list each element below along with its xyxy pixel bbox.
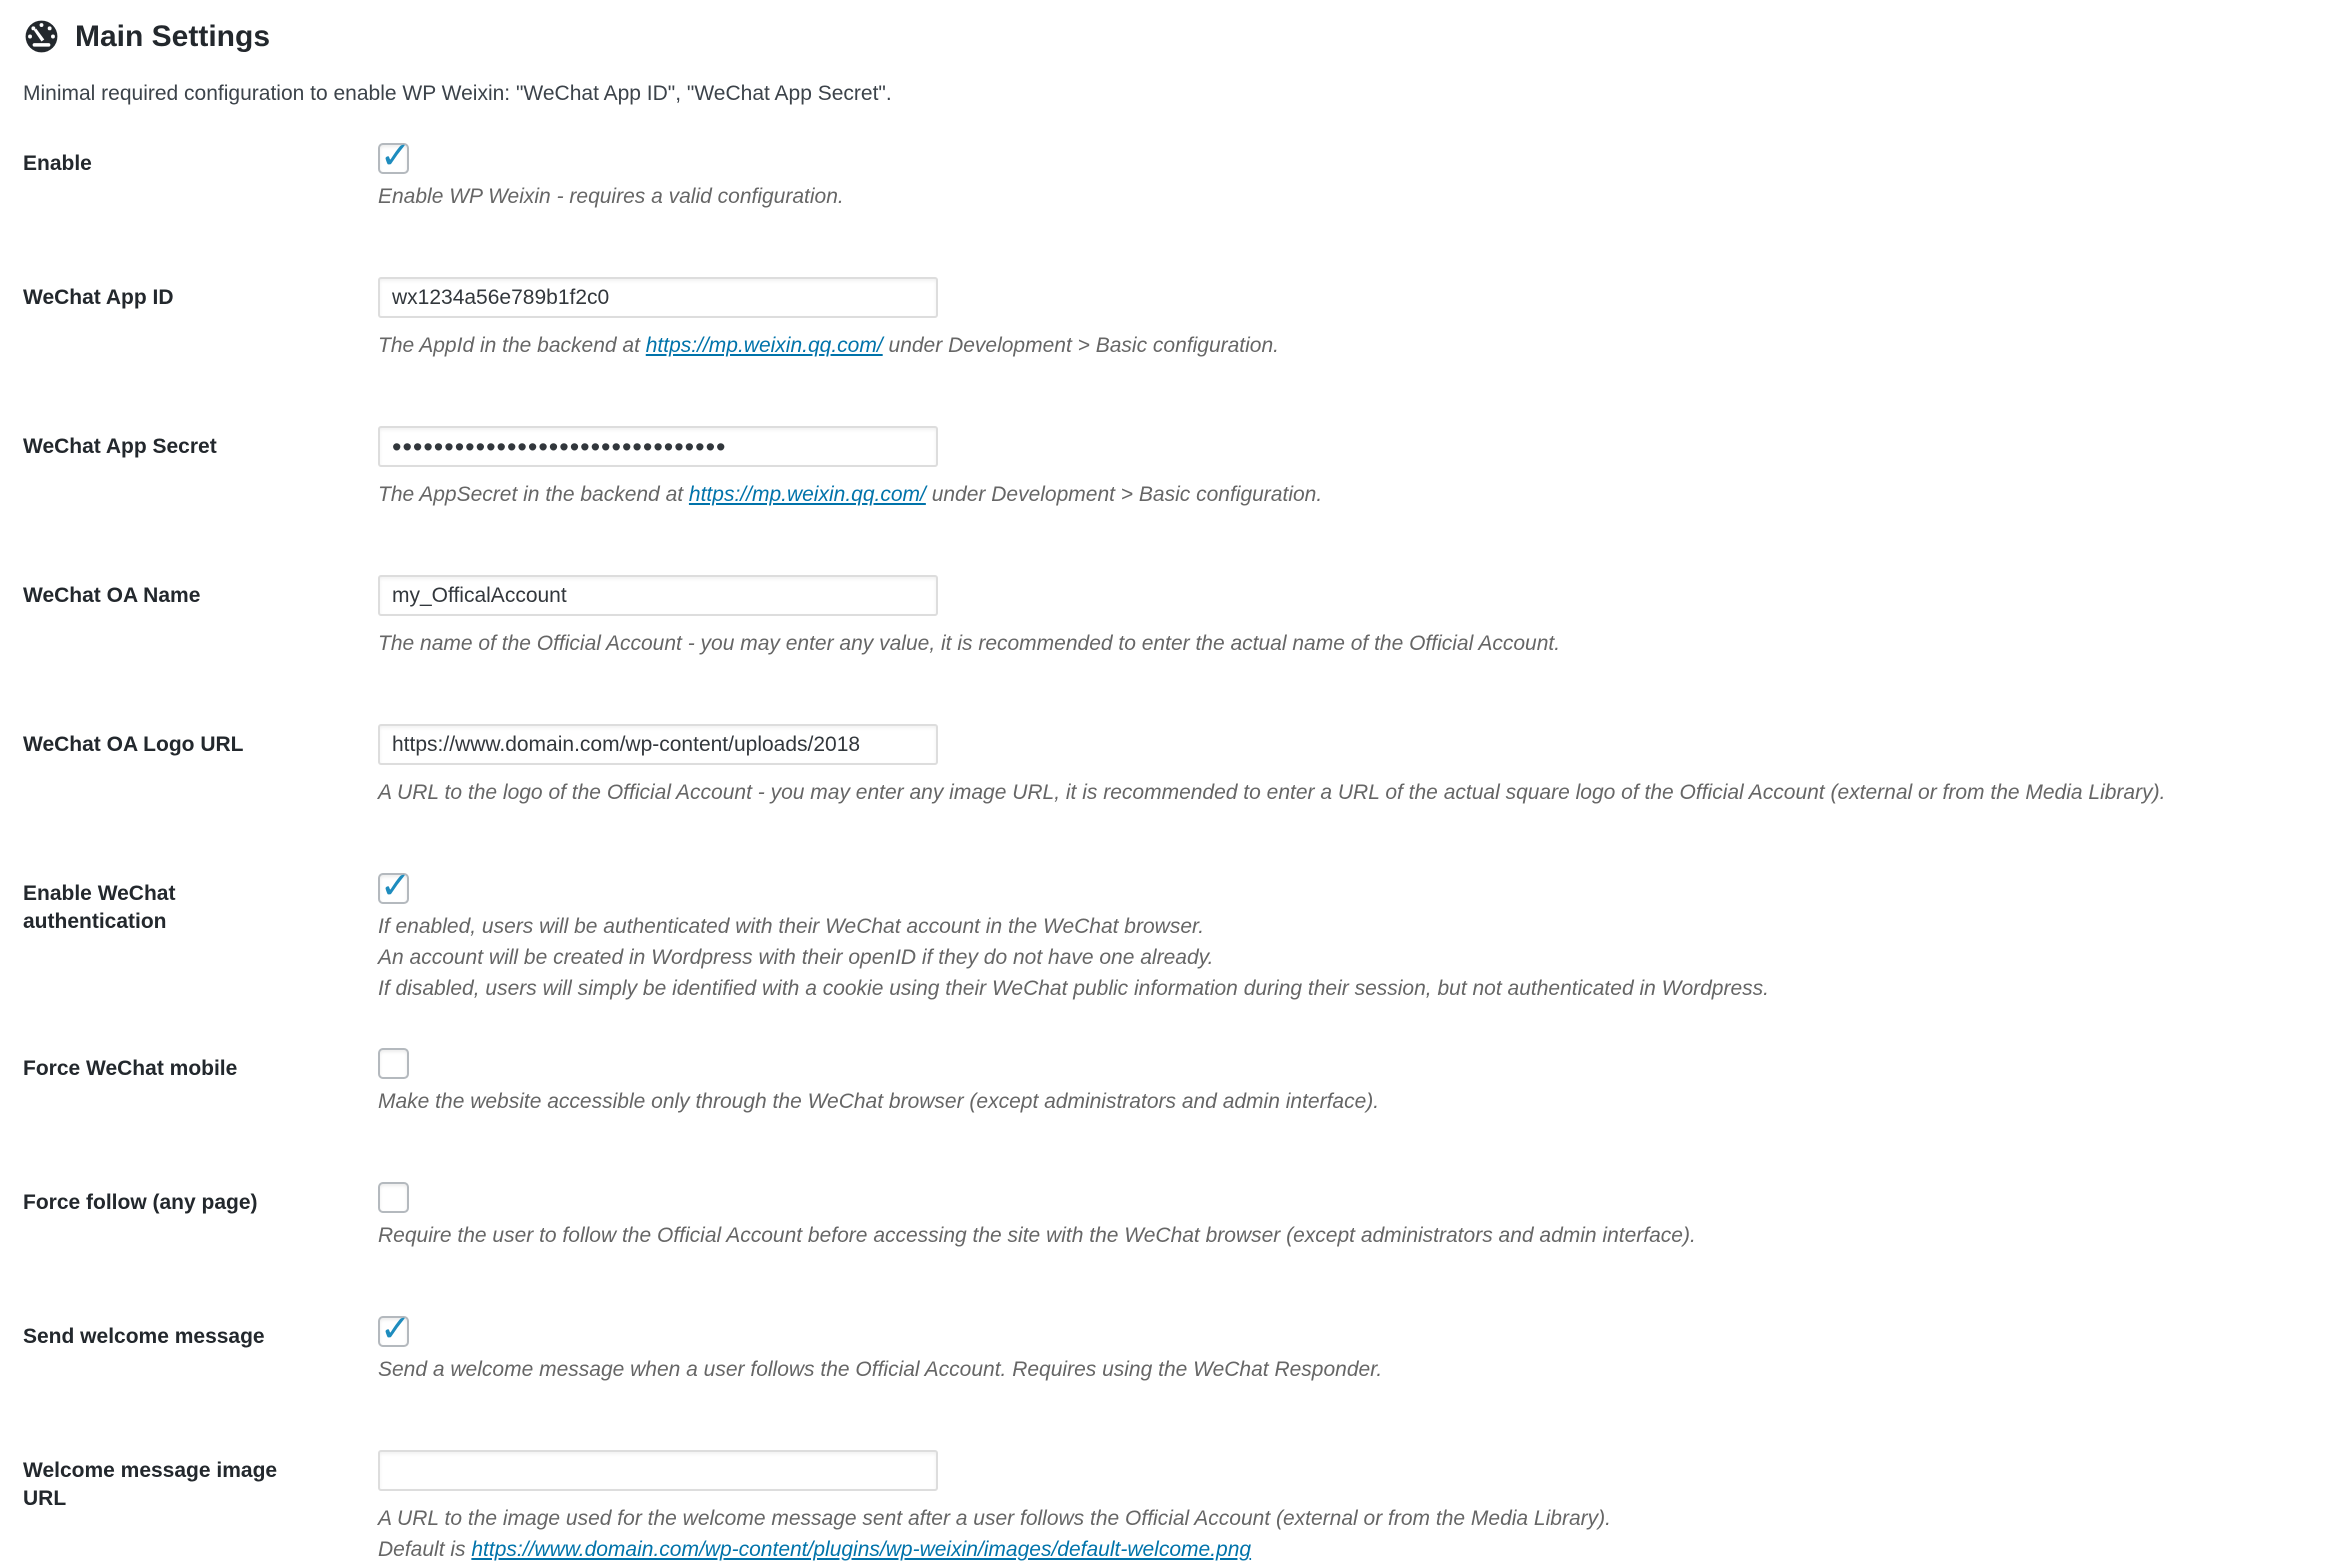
- field-description: Enable WP Weixin - requires a valid configuration.: [378, 185, 844, 208]
- field-description: The AppId in the backend at https://mp.weixin.qq.com/ under Development > Basic configuration.: [378, 334, 1280, 357]
- field-description: If enabled, users will be authenticated with their WeChat account in the WeChat browser. An account will be created in Wordpress with their openID if they do not have one already. If disabled, users will simply be identified with a cookie using their WeChat public information during their session, but not authenticated in Wordpress.: [378, 915, 1769, 1000]
- field-label: Enable WeChat authentication: [23, 882, 176, 933]
- field-label: WeChat App ID: [23, 286, 174, 309]
- default-welcome-image-link[interactable]: https://www.domain.com/wp-content/plugins/wp-weixin/images/default-welcome.png: [471, 1538, 1252, 1561]
- field-row-wechat-oa-logo-url: [23, 724, 2320, 829]
- mp-weixin-link[interactable]: https://mp.weixin.qq.com/: [645, 334, 883, 357]
- field-row-enable: [23, 143, 2320, 233]
- settings-form: [23, 143, 2320, 1565]
- field-label: WeChat OA Logo URL: [23, 733, 244, 756]
- field-label: Welcome message image URL: [23, 1459, 278, 1510]
- field-label: WeChat App Secret: [23, 435, 217, 458]
- field-description: A URL to the logo of the Official Account - you may enter any image URL, it is recommended to enter a URL of the actual square logo of the Official Account (external or from the Media Library).: [378, 781, 2166, 804]
- enable-checkbox[interactable]: [378, 143, 409, 174]
- welcome-message-image-url-input[interactable]: [378, 1450, 938, 1491]
- wechat-oa-name-input[interactable]: [378, 575, 938, 616]
- force-wechat-mobile-checkbox[interactable]: [378, 1048, 409, 1079]
- field-label: Enable: [23, 152, 92, 175]
- field-label: WeChat OA Name: [23, 584, 201, 607]
- dashboard-gauge-icon: [23, 18, 60, 55]
- field-row-force-wechat-mobile: [23, 1048, 2320, 1138]
- field-description: Send a welcome message when a user follows the Official Account. Requires using the WeChat Responder.: [378, 1358, 1383, 1381]
- field-label: Force follow (any page): [23, 1191, 258, 1214]
- wechat-app-secret-input[interactable]: [378, 426, 938, 467]
- page-title: [23, 18, 2320, 55]
- field-description: A URL to the image used for the welcome message sent after a user follows the Official Account (external or from the Media Library). Default is https://www.domain.com/wp-content/plugins/wp-weixin/images/default-welcome.png: [378, 1507, 1611, 1561]
- field-row-wechat-oa-name: [23, 575, 2320, 680]
- force-follow-checkbox[interactable]: [378, 1182, 409, 1213]
- field-row-welcome-message-image-url: [23, 1450, 2320, 1565]
- field-label: Send welcome message: [23, 1325, 265, 1348]
- field-label: Force WeChat mobile: [23, 1057, 238, 1080]
- enable-wechat-authentication-checkbox[interactable]: [378, 873, 409, 904]
- field-description: The AppSecret in the backend at https://mp.weixin.qq.com/ under Development > Basic configuration.: [378, 483, 1323, 506]
- field-description: The name of the Official Account - you may enter any value, it is recommended to enter the actual name of the Official Account.: [378, 632, 1561, 655]
- field-description: Require the user to follow the Official Account before accessing the site with the WeChat browser (except administrators and admin interface).: [378, 1224, 1696, 1247]
- wechat-oa-logo-url-input[interactable]: [378, 724, 938, 765]
- field-row-force-follow: [23, 1182, 2320, 1272]
- field-row-wechat-app-id: [23, 277, 2320, 382]
- send-welcome-message-checkbox[interactable]: [378, 1316, 409, 1347]
- field-row-wechat-app-secret: [23, 426, 2320, 531]
- mp-weixin-link[interactable]: https://mp.weixin.qq.com/: [688, 483, 926, 506]
- page-subtitle: Minimal required configuration to enable WP Weixin: "WeChat App ID", "WeChat App Secret".: [23, 82, 892, 105]
- wechat-app-id-input[interactable]: [378, 277, 938, 318]
- page-title-text: Main Settings: [75, 19, 271, 53]
- field-description: Make the website accessible only through the WeChat browser (except administrators and admin interface).: [378, 1090, 1380, 1113]
- field-row-send-welcome-message: [23, 1316, 2320, 1406]
- field-row-enable-wechat-authentication: [23, 873, 2320, 1004]
